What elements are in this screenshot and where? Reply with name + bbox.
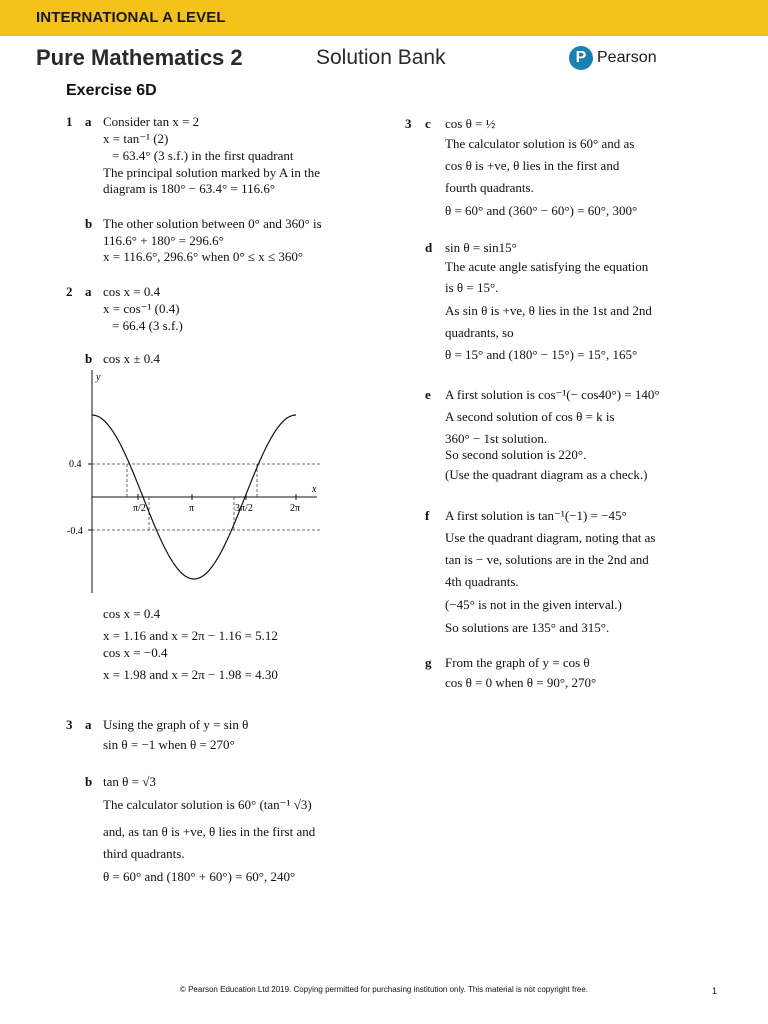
part-label-3d: d <box>425 240 433 255</box>
q3a-line-2: sin θ = −1 when θ = 270° <box>103 737 235 752</box>
q3d-line-1: sin θ = sin15° <box>445 240 517 255</box>
cosine-graph <box>62 368 332 596</box>
label-3pi-over-2: 3π/2 <box>235 503 253 514</box>
q3d-line-6: θ = 15° and (180° − 15°) = 15°, 165° <box>445 347 638 362</box>
q3e-line-1: A first solution is cos⁻¹(− cos40°) = 140° <box>445 387 660 402</box>
part-label-3f: f <box>425 508 430 523</box>
q3b-line-3: and, as tan θ is +ve, θ lies in the first and <box>103 824 316 839</box>
solution-bank-title: Solution Bank <box>316 46 446 69</box>
q2b-after-1: cos x = 0.4 <box>103 606 161 621</box>
q3e-line-2: A second solution of cos θ = k is <box>445 409 615 424</box>
q2a-line-3: = 66.4 (3 s.f.) <box>112 318 183 333</box>
question-number-2: 2 <box>66 284 73 299</box>
q1b-line-1: The other solution between 0° and 360° is <box>103 216 322 231</box>
label-pi-over-2: π/2 <box>133 503 146 514</box>
q3f-line-5: (−45° is not in the given interval.) <box>445 597 622 612</box>
q2a-line-1: cos x = 0.4 <box>103 284 161 299</box>
q3c-line-3: cos θ is +ve, θ lies in the first and <box>445 158 620 173</box>
copyright-footer: © Pearson Education Ltd 2019. Copying permitted for purchasing institution only. This material is not copyright free. <box>179 985 589 994</box>
q3d-line-2: The acute angle satisfying the equation <box>445 259 649 274</box>
page-number: 1 <box>712 986 718 996</box>
q3f-line-2: Use the quadrant diagram, noting that as <box>445 530 656 545</box>
q2b-after-3: cos x = −0.4 <box>103 645 168 660</box>
q3c-line-5: θ = 60° and (360° − 60°) = 60°, 300° <box>445 203 638 218</box>
q3c-line-4: fourth quadrants. <box>445 180 534 195</box>
label-minus-0.4: -0.4 <box>67 526 83 537</box>
q1a-line-2: x = tan⁻¹ (2) <box>103 131 169 146</box>
q3g-line-1: From the graph of y = cos θ <box>445 655 590 670</box>
header-band <box>0 0 768 36</box>
q3b-line-1: tan θ = √3 <box>103 774 156 789</box>
q3a-line-1: Using the graph of y = sin θ <box>103 717 249 732</box>
q3b-line-5: θ = 60° and (180° + 60°) = 60°, 240° <box>103 869 296 884</box>
q1a-line-5: diagram is 180° − 63.4° = 116.6° <box>103 181 276 196</box>
part-label-3b: b <box>85 774 93 789</box>
part-label-1a: a <box>85 114 92 129</box>
q3d-line-3: is θ = 15°. <box>445 280 499 295</box>
part-label-3a: a <box>85 717 92 732</box>
label-0.4: 0.4 <box>69 459 82 470</box>
q2a-line-2: x = cos⁻¹ (0.4) <box>103 301 180 316</box>
q3c-line-1: cos θ = ½ <box>445 116 496 131</box>
part-label-3e: e <box>425 387 431 402</box>
part-label-2a: a <box>85 284 92 299</box>
label-pi: π <box>189 503 195 514</box>
q3f-line-4: 4th quadrants. <box>445 574 519 589</box>
q1a-line-3: = 63.4° (3 s.f.) in the first quadrant <box>112 148 294 163</box>
q3f-line-6: So solutions are 135° and 315°. <box>445 620 610 635</box>
pearson-logo-word: Pearson <box>597 49 657 66</box>
q3c-line-2: The calculator solution is 60° and as <box>445 136 635 151</box>
q3e-line-4: So second solution is 220°. <box>445 447 587 462</box>
q1a-line-1: Consider tan x = 2 <box>103 114 200 129</box>
q3e-line-5: (Use the quadrant diagram as a check.) <box>445 467 648 482</box>
question-number-3-left: 3 <box>66 717 73 732</box>
q3d-line-5: quadrants, so <box>445 325 514 340</box>
header-band-text: INTERNATIONAL A LEVEL <box>36 9 226 26</box>
q3e-line-3: 360° − 1st solution. <box>445 431 548 446</box>
y-axis-label: y <box>96 372 101 383</box>
question-number-3-right: 3 <box>405 116 412 131</box>
q3b-line-4: third quadrants. <box>103 846 185 861</box>
pearson-logo-icon: P <box>569 46 593 70</box>
q1a-line-4: The principal solution marked by A in the <box>103 165 320 180</box>
q2b-after-4: x = 1.98 and x = 2π − 1.98 = 4.30 <box>103 667 278 682</box>
subject-title: Pure Mathematics 2 <box>36 45 243 70</box>
part-label-2b: b <box>85 351 93 366</box>
q3f-line-3: tan is − ve, solutions are in the 2nd and <box>445 552 649 567</box>
q1b-line-2: 116.6° + 180° = 296.6° <box>103 233 224 248</box>
q3g-line-2: cos θ = 0 when θ = 90°, 270° <box>445 675 597 690</box>
x-axis-label: x <box>312 484 317 495</box>
part-label-3g: g <box>425 655 432 670</box>
exercise-title: Exercise 6D <box>66 82 157 99</box>
part-label-1b: b <box>85 216 93 231</box>
label-2pi: 2π <box>290 503 301 514</box>
q2b-line: cos x ± 0.4 <box>103 351 160 366</box>
q3f-line-1: A first solution is tan⁻¹(−1) = −45° <box>445 508 627 523</box>
q3d-line-4: As sin θ is +ve, θ lies in the 1st and 2nd <box>445 303 652 318</box>
q3b-line-2: The calculator solution is 60° (tan⁻¹ √3) <box>103 797 312 812</box>
pearson-logo <box>569 46 659 72</box>
q2b-after-2: x = 1.16 and x = 2π − 1.16 = 5.12 <box>103 628 278 643</box>
question-number-1: 1 <box>66 114 73 129</box>
q1b-line-3: x = 116.6°, 296.6° when 0° ≤ x ≤ 360° <box>103 249 304 264</box>
part-label-3c: c <box>425 116 431 131</box>
